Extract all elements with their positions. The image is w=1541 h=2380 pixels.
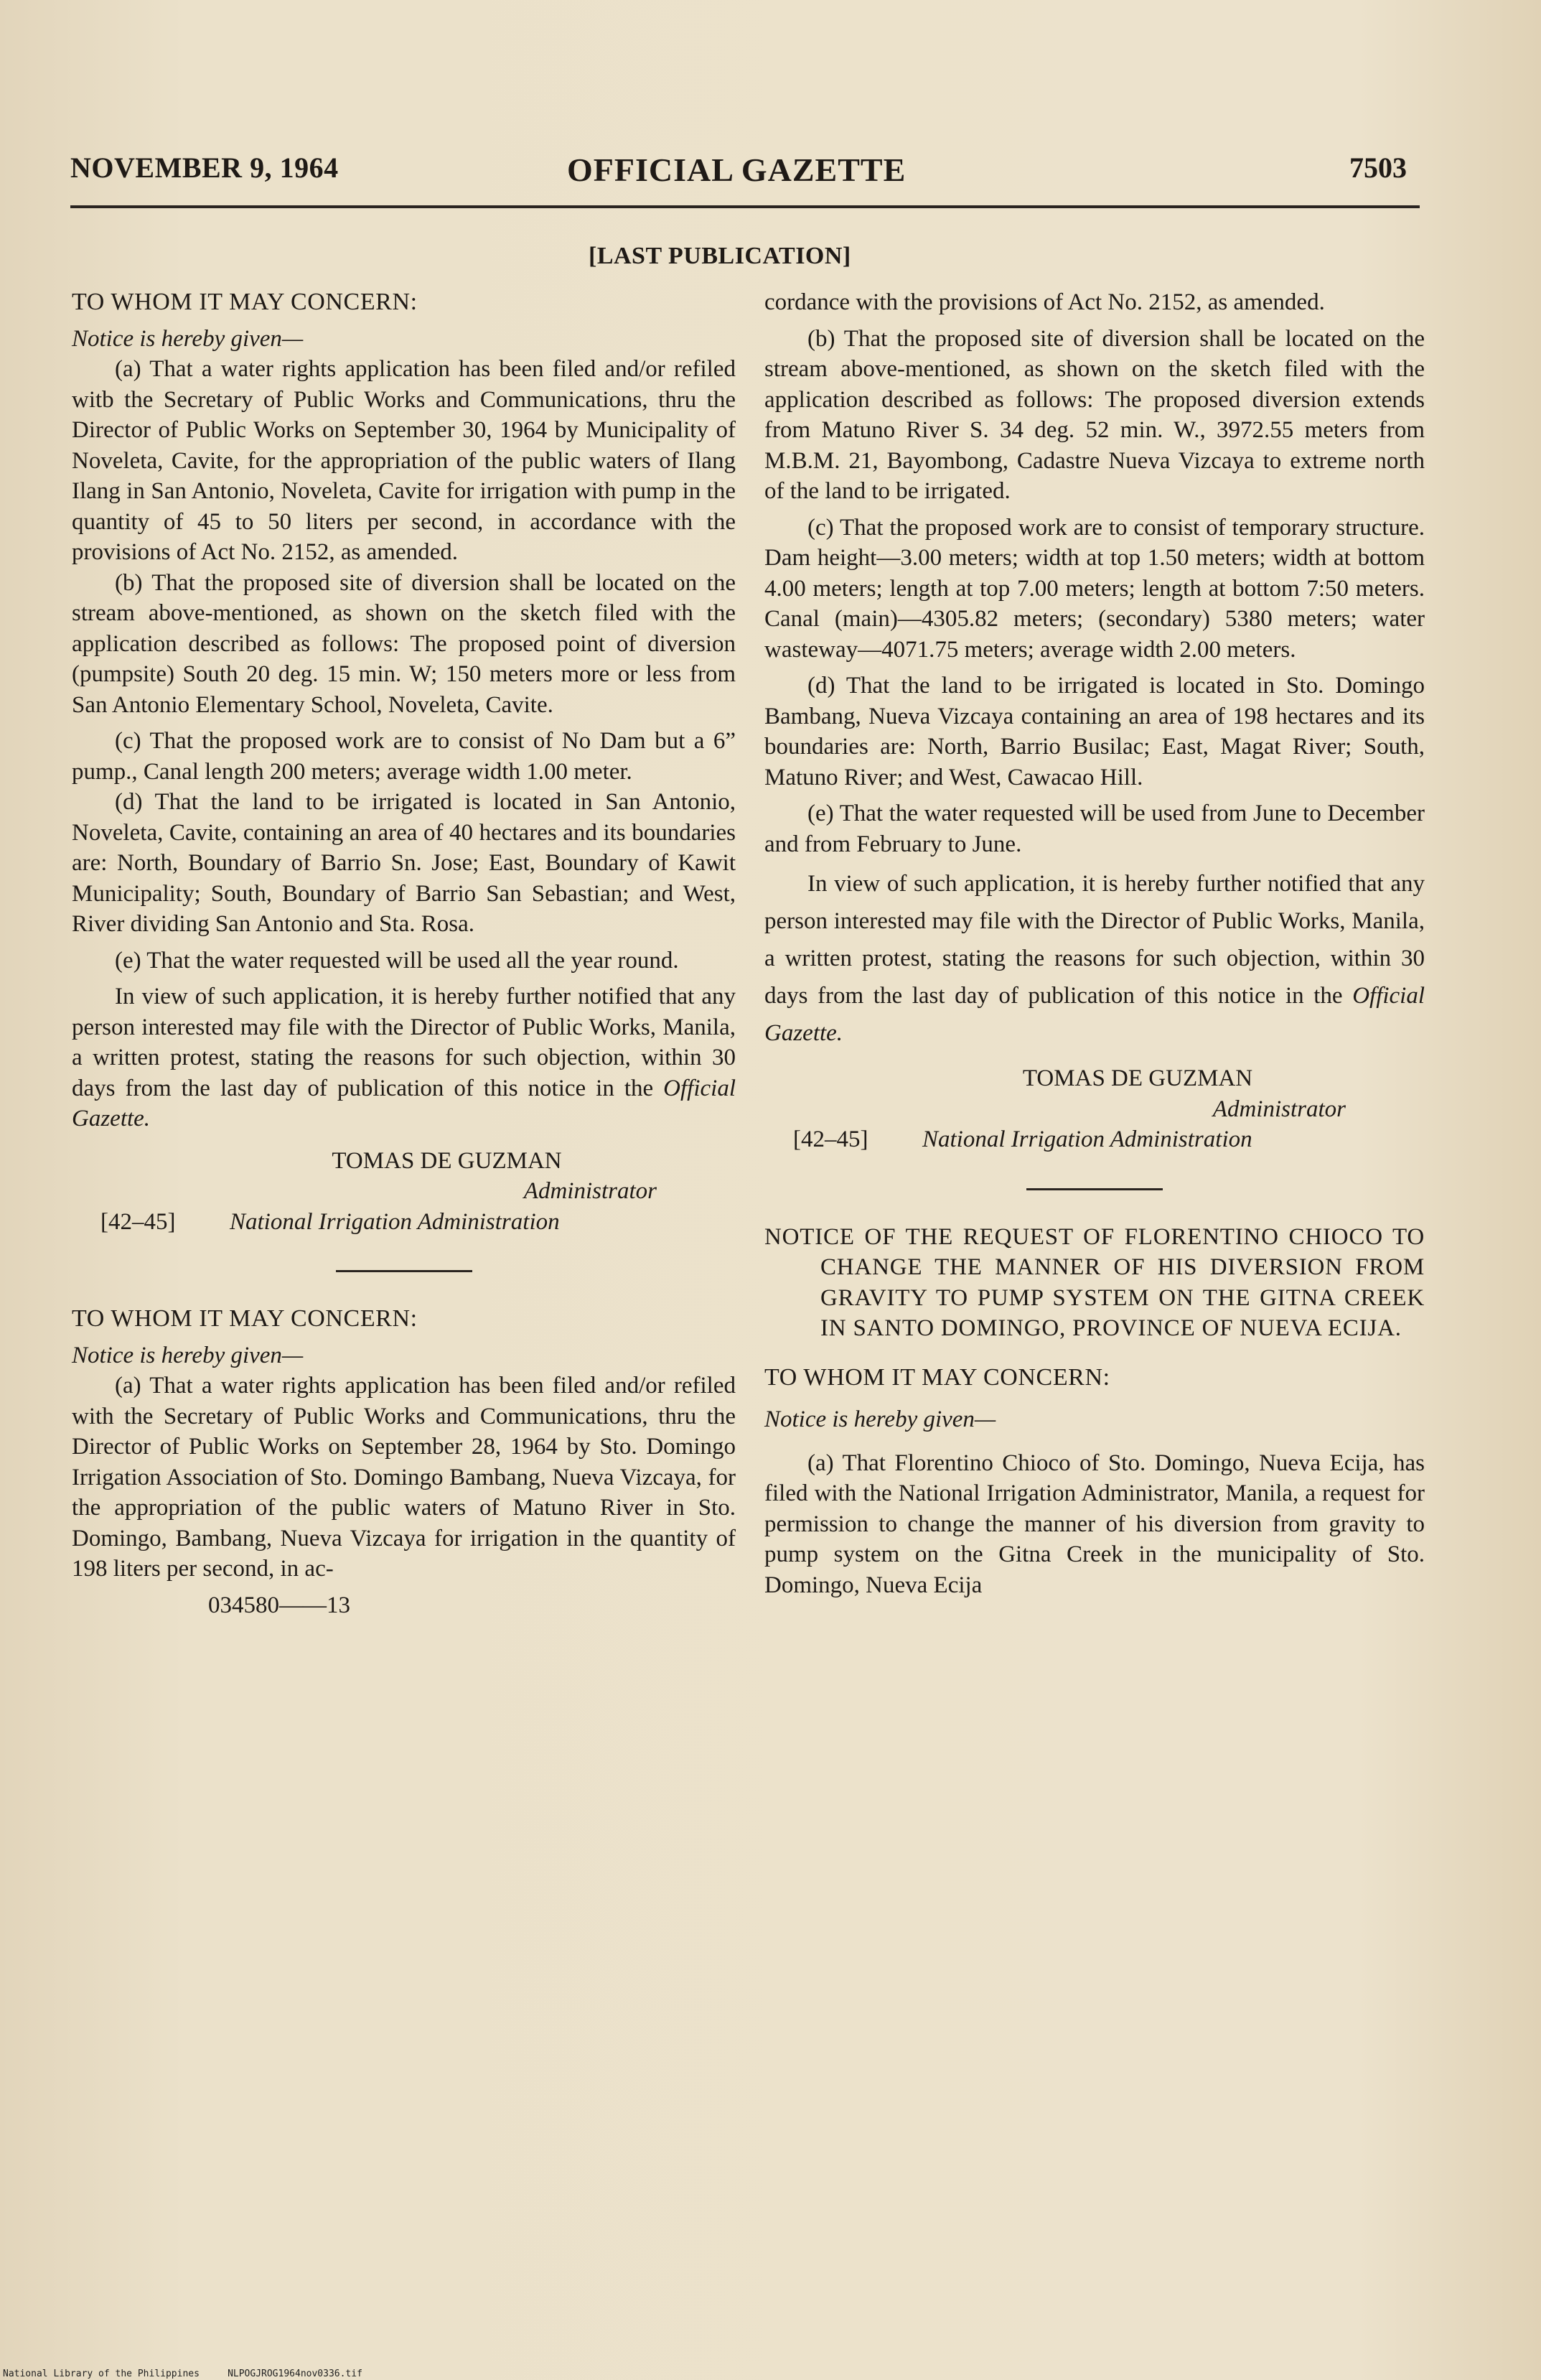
- notice2-signer: TOMAS DE GUZMAN: [1022, 1065, 1253, 1091]
- notice1-ref: [42–45]: [100, 1208, 176, 1235]
- header-title: OFFICIAL GAZETTE: [567, 151, 907, 188]
- print-code: 034580——13: [208, 1592, 350, 1618]
- notice2-protest-text: In view of such application, it is hereby further notified that any person interested may file with the Director of Public Works, Manila, a written protest, stating the reasons for such objection, within 30 days from the last day of publication of this notice in the: [764, 871, 1425, 1009]
- notice1-paragraph-d: (d) That the land to be irrigated is located in San Antonio, Noveleta, Cavite, containing an area of 40 hectares and its boundaries are: North, Boundary of Barrio Sn. Jose; East, Boundary of Kawit Municipality; South, Boundary of Barrio San Sebastian; and West, River dividing San Antonio and Sta. Rosa.: [72, 789, 736, 937]
- notice1-protest: [72, 981, 736, 1134]
- right-column: [764, 287, 1425, 1600]
- notice2-ref: [42–45]: [793, 1126, 868, 1152]
- notice3-paragraph-a: (a) That Florentino Chioco of Sto. Domingo, Nueva Ecija, has filed with the National Irrigation Administrator, Manila, a request for permission to change the manner of his diversion from gravity to pump system on the Gitna Creek in the municipality of Sto. Domingo, Nueva Ecija: [764, 1450, 1425, 1598]
- section-divider: [1026, 1188, 1163, 1190]
- notice2-paragraph-a: (a) That a water rights application has been filed and/or refiled with the Secretary of Public Works and Communications, thru the Director of Public Works on September 28, 1964 by Sto. Domingo Irrigation Association of Sto. Domingo Bambang, Nueva Vizcaya, for the appropriation of the public waters of Matuno River in Sto. Domingo, Bambang, Nueva Vizcaya for irrigation in the quantity of 198 liters per second, in ac-: [72, 1373, 736, 1582]
- notice1-signature-org: [72, 1207, 736, 1238]
- header-page-number: 7503: [1349, 151, 1407, 184]
- scan-footer: National Library of the Philippines NLPOGJROG1964nov0336.tif: [3, 2369, 362, 2379]
- notice2-paragraph-b: (b) That the proposed site of diversion shall be located on the stream above-mentioned, as shown on the sketch filed with the application described as follows: The proposed diversion extends from Matuno River S. 34 deg. 52 min. W., 3972.55 meters from M.B.M. 21, Bayombong, Cadastre Nueva Vizcaya to extreme north of the land to be irrigated.: [764, 325, 1425, 504]
- notice1-given: Notice is hereby given—: [72, 325, 304, 352]
- section-divider: [336, 1270, 472, 1272]
- notice1-gazette-name: Official Gazette.: [72, 1075, 736, 1131]
- notice3-given: Notice is hereby given—: [764, 1406, 996, 1432]
- notice1-signer: TOMAS DE GUZMAN: [332, 1147, 562, 1174]
- notice2-paragraph-e: (e) That the water requested will be used from June to December and from February to June.: [764, 801, 1425, 857]
- notice2-gazette-name: Official Gazette.: [764, 983, 1425, 1046]
- notice2-paragraph-a-continued: cordance with the provisions of Act No. 2152, as amended.: [764, 289, 1325, 315]
- header-date: NOVEMBER 9, 1964: [70, 151, 339, 184]
- publication-tag: [LAST PUBLICATION]: [589, 243, 851, 269]
- notice1-salutation: TO WHOM IT MAY CONCERN:: [72, 289, 418, 315]
- notice2-paragraph-d: (d) That the land to be irrigated is located in Sto. Domingo Bambang, Nueva Vizcaya containing an area of 198 hectares and its boundaries are: North, Barrio Busilac; East, Magat River; South, Matuno River; and West, Cawacao Hill.: [764, 673, 1425, 790]
- notice2-protest: [764, 865, 1425, 1052]
- notice2-paragraph-c: (c) That the proposed work are to consist of temporary structure. Dam height—3.00 meters; width at top 1.50 meters; width at bottom 4.00 meters; length at top 7.00 meters; length at bottom 7:50 meters. Canal (main)—4305.82 meters; (secondary) 5380 meters; water wasteway—4071.75 meters; average width 2.00 meters.: [764, 514, 1425, 663]
- notice2-salutation: TO WHOM IT MAY CONCERN:: [72, 1305, 418, 1332]
- notice1-paragraph-a: (a) That a water rights application has been filed and/or refiled witb the Secretary of Public Works and Communications, thru the Director of Public Works on September 30, 1964 by Municipality of Noveleta, Cavite, for the appropriation of the public waters of Ilang Ilang in San Antonio, Noveleta, Cavite for irrigation with pump in the quantity of 45 to 50 liters per second, in accordance with the provisions of Act No. 2152, as amended.: [72, 356, 736, 565]
- notice3-salutation: TO WHOM IT MAY CONCERN:: [764, 1363, 1110, 1391]
- notice2-given: Notice is hereby given—: [72, 1342, 304, 1368]
- notice2-signature-org: [764, 1124, 1425, 1155]
- notice1-protest-text: In view of such application, it is hereby further notified that any person interested may file with the Director of Public Works, Manila, a written protest, stating the reasons for such objection, within 30 days from the last day of publication of this notice in the: [72, 984, 736, 1101]
- notice1-org: National Irrigation Administration: [230, 1208, 560, 1235]
- notice2-org: National Irrigation Administration: [922, 1126, 1252, 1152]
- header-rule: [70, 205, 1420, 208]
- notice1-paragraph-e: (e) That the water requested will be used all the year round.: [115, 947, 679, 974]
- left-column: [72, 287, 736, 1620]
- notice2-signer-title: Administrator: [1212, 1096, 1346, 1122]
- notice3-heading: NOTICE OF THE REQUEST OF FLORENTINO CHIOCO TO CHANGE THE MANNER OF HIS DIVERSION FROM GRAVITY TO PUMP SYSTEM ON THE GITNA CREEK IN SANTO DOMINGO, PROVINCE OF NUEVA ECIJA.: [764, 1223, 1425, 1341]
- notice1-paragraph-b: (b) That the proposed site of diversion shall be located on the stream above-mentioned, as shown on the sketch filed with the application described as follows: The proposed point of diversion (pumpsite) South 20 deg. 15 min. W; 150 meters more or less from San Antonio Elementary School, Noveleta, Cavite.: [72, 569, 736, 718]
- notice1-signer-title: Administrator: [523, 1178, 657, 1204]
- notice1-paragraph-c: (c) That the proposed work are to consist of No Dam but a 6” pump., Canal length 200 meters; average width 1.00 meter.: [72, 728, 736, 785]
